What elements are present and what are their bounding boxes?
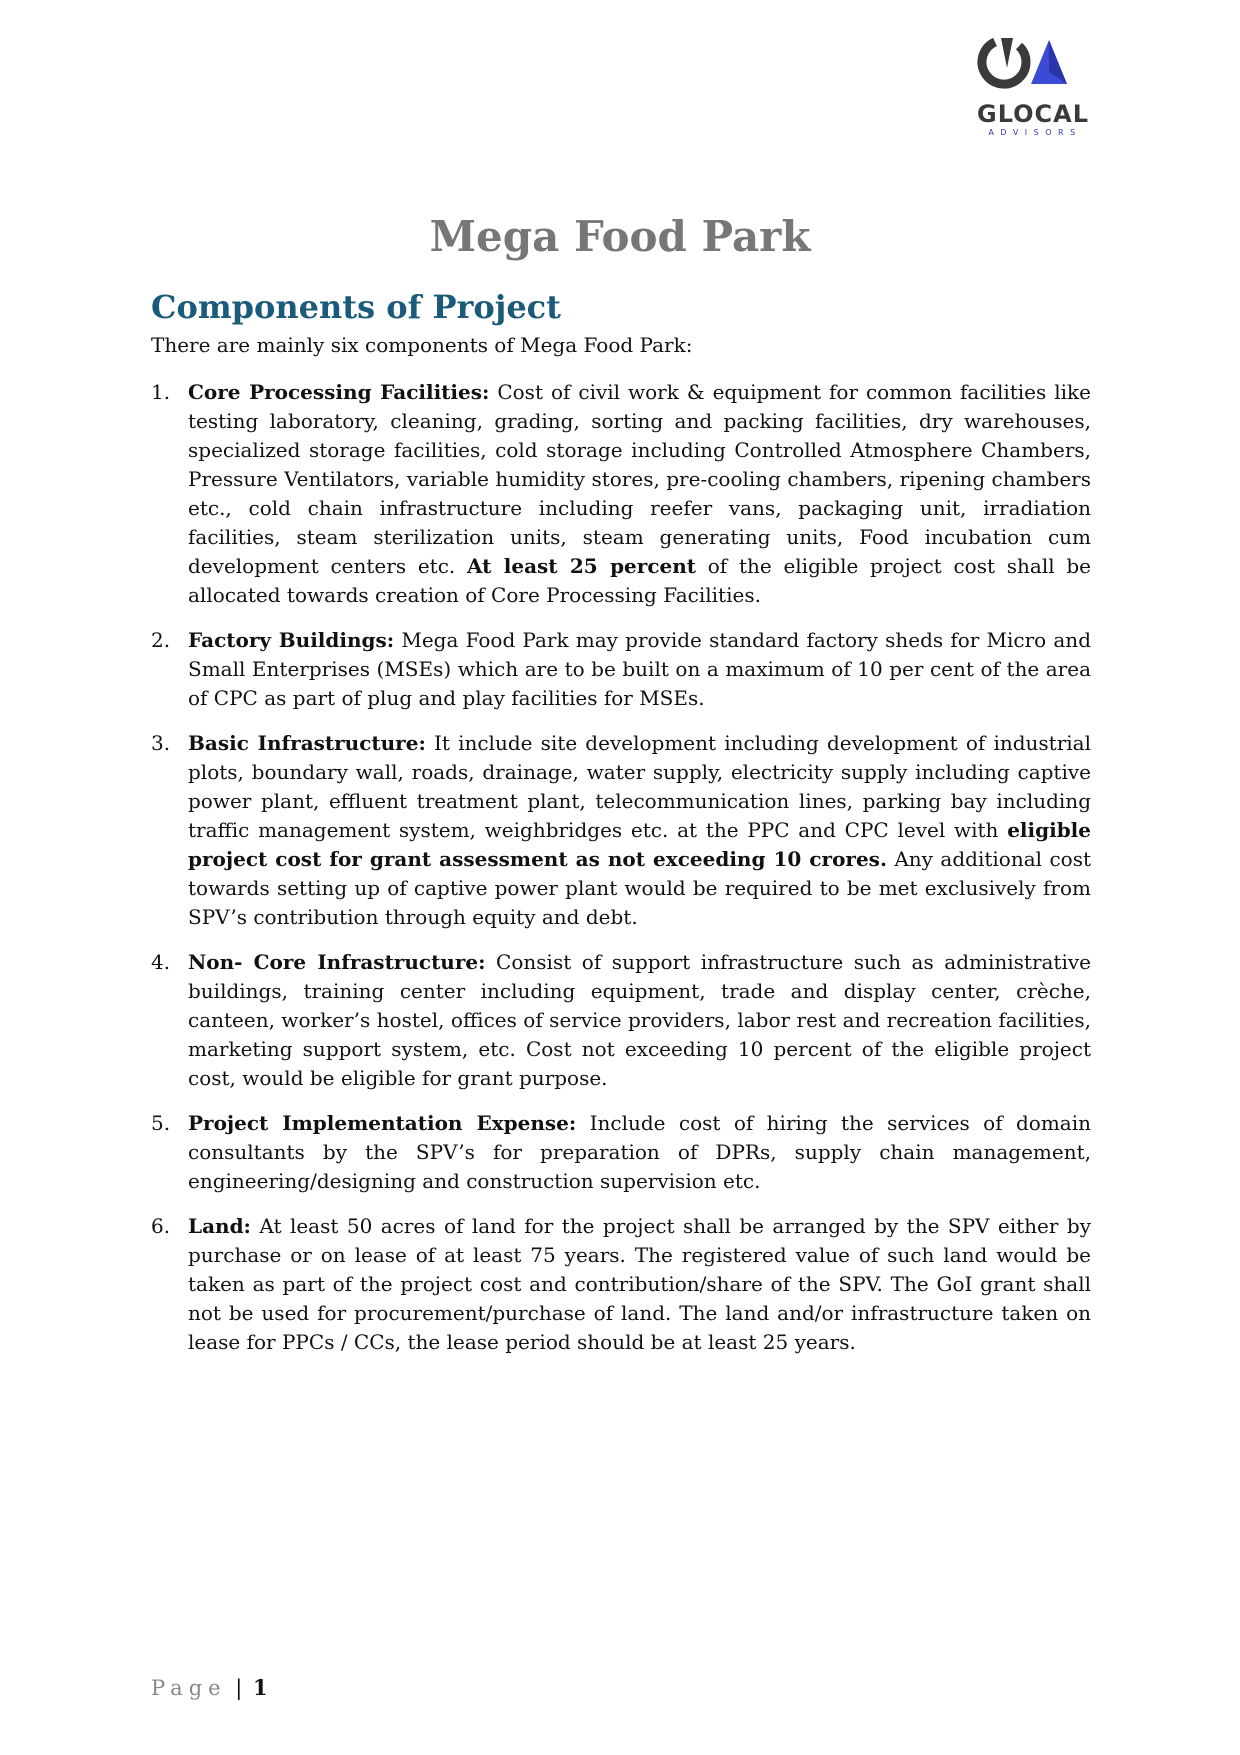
item-text: Mega Food Park may provide standard factory sheds for Micro and Small Enterprises (MSEs) which are to be built on a maximum of 10 per cent of the area of CPC as part of plug and play facilities for MSEs.: [188, 628, 1091, 710]
list-item: [151, 1212, 1091, 1357]
page-footer: [151, 1675, 268, 1700]
logo-tagline: ADVISORS: [988, 128, 1082, 137]
item-text-continued: Any additional cost towards setting up of captive power plant would be required to be met exclusively from SPV’s contribution through equity and debt.: [188, 847, 1092, 929]
item-number: 6.: [151, 1214, 171, 1238]
item-text: Include cost of hiring the services of domain consultants by the SPV’s for preparation of DPRs, supply chain management, engineering/designing and construction supervision etc.: [188, 1111, 1091, 1193]
logo-wordmark: GLOCAL: [977, 100, 1090, 128]
section-intro: There are mainly six components of Mega Food Park:: [151, 333, 693, 357]
item-term: Non- Core Infrastructure:: [188, 950, 486, 974]
section-heading: Components of Project: [151, 288, 561, 326]
item-number: 5.: [151, 1111, 171, 1135]
item-term: Core Processing Facilities:: [188, 380, 490, 404]
item-number: 3.: [151, 731, 171, 755]
item-term: Project Implementation Expense:: [188, 1111, 577, 1135]
item-term: Basic Infrastructure:: [188, 731, 426, 755]
list-item: [151, 729, 1091, 932]
item-number: 4.: [151, 950, 171, 974]
item-text: Cost of civil work & equipment for common facilities like testing laboratory, cleaning, grading, sorting and packing facilities, dry warehouses, specialized storage facilities, cold storage including Controlled Atmosphere Chambers, Pressure Ventilators, variable humidity stores, pre-cooling chambers, ripening chambers etc., cold chain infrastructure including reefer vans, packaging unit, irradiation facilities, steam sterilization units, steam generating units, Food incubation cum development centers etc.: [188, 380, 1091, 578]
item-text: Consist of support infrastructure such as administrative buildings, training center including equipment, trade and display center, crèche, canteen, worker’s hostel, offices of service providers, labor rest and recreation facilities, marketing support system, etc. Cost not exceeding 10 percent of the eligible project cost, would be eligible for grant purpose.: [188, 950, 1091, 1090]
item-number: 2.: [151, 628, 171, 652]
page-separator: |: [235, 1676, 243, 1700]
item-text-continued: of the eligible project cost shall be allocated towards creation of Core Processing Facilities.: [188, 554, 1091, 607]
item-emphasis: At least 25 percent: [467, 554, 697, 578]
document-title: Mega Food Park: [429, 212, 811, 261]
page-label: Page: [151, 1676, 227, 1700]
item-term: Factory Buildings:: [188, 628, 395, 652]
components-list: [151, 378, 1091, 1373]
company-logo: [977, 38, 1097, 138]
item-text: At least 50 acres of land for the project shall be arranged by the SPV either by purchase or on lease of at least 75 years. The registered value of such land would be taken as part of the project cost and contribution/share of the SPV. The GoI grant shall not be used for procurement/purchase of land. The land and/or infrastructure taken on lease for PPCs / CCs, the lease period should be at least 25 years.: [188, 1214, 1091, 1354]
page-number: 1: [253, 1675, 268, 1700]
glocal-logo-icon: [977, 38, 1089, 100]
item-term: Land:: [188, 1214, 251, 1238]
list-item: [151, 378, 1091, 610]
list-item: [151, 626, 1091, 713]
list-item: [151, 1109, 1091, 1196]
list-item: [151, 948, 1091, 1093]
item-number: 1.: [151, 380, 171, 404]
item-text: It include site development including development of industrial plots, boundary wall, roads, drainage, water supply, electricity supply including captive power plant, effluent treatment plant, telecommunication lines, parking bay including traffic management system, weighbridges etc. at the PPC and CPC level with: [188, 731, 1092, 842]
item-emphasis: eligible project cost for grant assessment as not exceeding 10 crores.: [188, 818, 1091, 871]
